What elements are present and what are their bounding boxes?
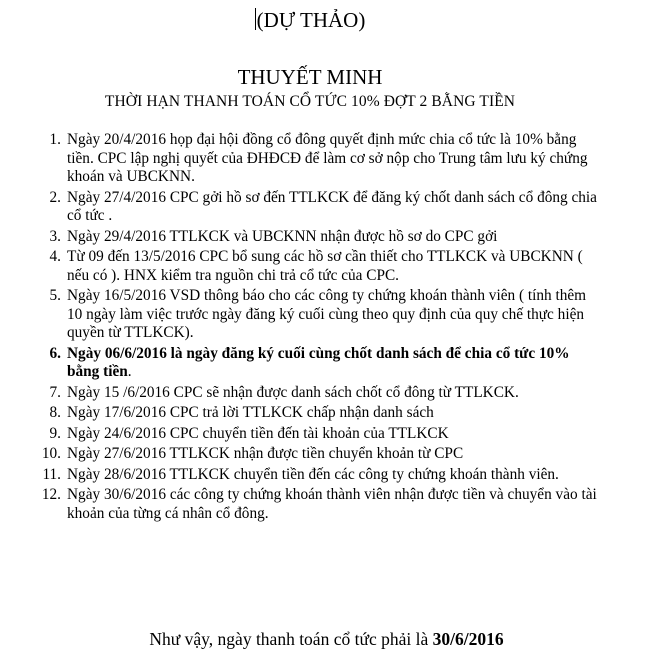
item-number: 4. bbox=[49, 248, 61, 265]
item-text: Ngày 24/6/2016 CPC chuyển tiền đến tài khoản của TTLKCK bbox=[67, 424, 449, 442]
item-number: 6. bbox=[49, 344, 61, 362]
list-item bbox=[34, 486, 604, 523]
draft-label bbox=[0, 8, 620, 33]
item-text: Ngày 27/6/2016 TTLKCK nhận được tiền chuyển khoản từ CPC bbox=[67, 445, 464, 462]
item-text: Ngày 17/6/2016 CPC trả lời TTLKCK chấp nhận danh sách bbox=[67, 404, 434, 421]
list-item bbox=[34, 425, 604, 444]
conclusion-date: 30/6/2016 bbox=[432, 629, 504, 649]
list-item bbox=[34, 287, 604, 343]
item-number: 8. bbox=[49, 404, 61, 421]
item-text: Từ 09 đến 13/5/2016 CPC bổ sung các hồ sơ cần thiết cho TTLKCK và UBCKNN ( nếu có ). HNX kiểm tra nguồn chi trả cổ tức của CPC. bbox=[67, 248, 583, 284]
conclusion bbox=[0, 629, 653, 650]
conclusion-text: Như vậy, ngày thanh toán cổ tức phải là bbox=[149, 629, 433, 649]
item-text: Ngày 28/6/2016 TTLKCK chuyển tiền đến các công ty chứng khoán thành viên. bbox=[67, 465, 559, 483]
item-text: Ngày 29/4/2016 TTLKCK và UBCKNN nhận được hồ sơ do CPC gởi bbox=[67, 227, 498, 245]
document-subtitle: THỜI HẠN THANH TOÁN CỔ TỨC 10% ĐỢT 2 BẰNG TIỀN bbox=[104, 93, 516, 110]
list-item bbox=[34, 445, 604, 464]
item-text: Ngày 15 /6/2016 CPC sẽ nhận được danh sách chốt cổ đông từ TTLKCK. bbox=[67, 383, 519, 401]
item-text: Ngày 27/4/2016 CPC gởi hồ sơ đến TTLKCK để đăng ký chốt danh sách cổ đông chia cổ tức . bbox=[67, 188, 597, 224]
text-cursor bbox=[255, 8, 256, 30]
item-number: 1. bbox=[49, 131, 61, 148]
list-item bbox=[34, 228, 604, 247]
draft-label-text: (DỰ THẢO) bbox=[256, 8, 366, 32]
list-item-highlighted bbox=[34, 345, 604, 382]
item-number: 7. bbox=[49, 383, 61, 401]
document-title: THUYẾT MINH bbox=[237, 65, 383, 89]
item-number: 11. bbox=[42, 465, 61, 483]
list-item bbox=[34, 404, 604, 423]
list-item bbox=[34, 189, 604, 226]
item-number: 5. bbox=[49, 287, 61, 304]
item-number: 2. bbox=[49, 188, 61, 206]
list-item bbox=[34, 131, 604, 187]
list-item bbox=[34, 248, 604, 285]
timeline-list bbox=[34, 131, 604, 525]
item-text: Ngày 16/5/2016 VSD thông báo cho các công ty chứng khoán thành viên ( tính thêm 10 ngày làm việc trước ngày đăng ký cuối cùng theo quy định của quy chế thực hiện quyền từ TTLKCK). bbox=[67, 287, 587, 341]
item-text: Ngày 30/6/2016 các công ty chứng khoán thành viên nhận được tiền và chuyển vào tài khoản của từng cá nhân cổ đông. bbox=[67, 486, 597, 522]
item-number: 12. bbox=[41, 486, 61, 503]
item-number: 10. bbox=[41, 445, 61, 462]
item-number: 3. bbox=[49, 227, 61, 245]
item-text-end: . bbox=[127, 363, 132, 380]
item-number: 9. bbox=[49, 424, 61, 442]
list-item bbox=[34, 384, 604, 403]
item-text: Ngày 06/6/2016 là ngày đăng ký cuối cùng chốt danh sách để chia cổ tức 10% bằng tiền bbox=[67, 344, 570, 380]
list-item bbox=[34, 466, 604, 485]
item-text: Ngày 20/4/2016 họp đại hội đồng cổ đông quyết định mức chia cổ tức là 10% bằng tiền. CPC lập nghị quyết của ĐHĐCĐ để làm cơ sở nộp cho Trung tâm lưu ký chứng khoán và UBCKNN. bbox=[67, 131, 588, 185]
